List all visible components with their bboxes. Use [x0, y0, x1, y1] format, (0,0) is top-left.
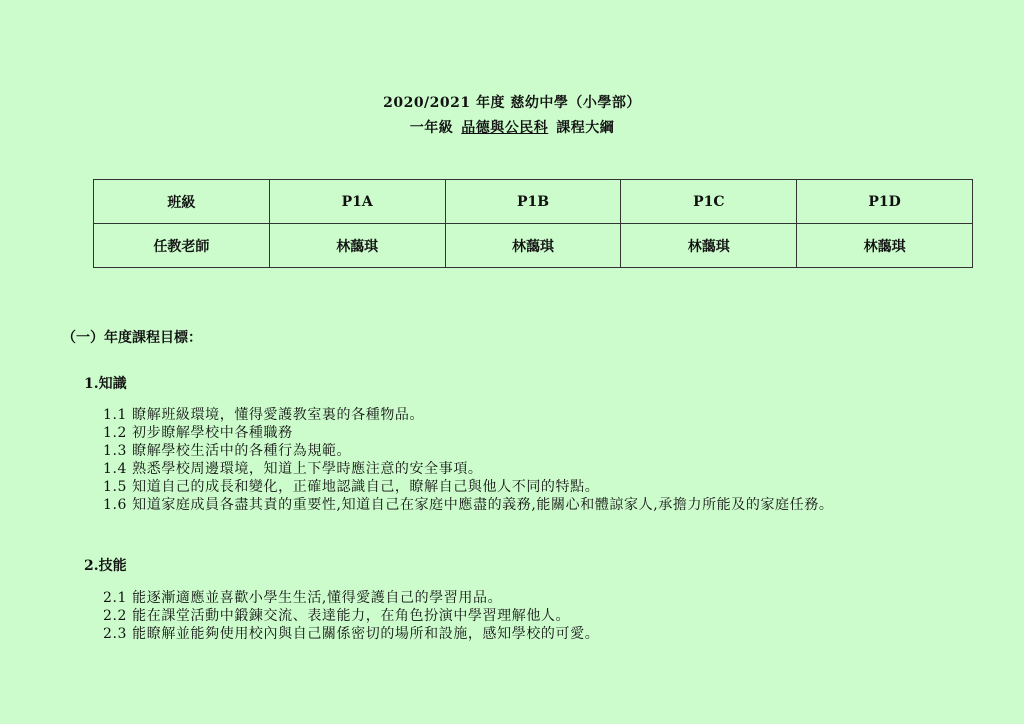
- list-item: 2.1 能逐漸適應並喜歡小學生生活,懂得愛護自己的學習用品。: [103, 590, 503, 606]
- table-cell: P1D: [797, 180, 973, 224]
- table-cell: P1B: [445, 180, 621, 224]
- grade-label: 一年級: [409, 120, 454, 136]
- document-subtitle: [0, 117, 1024, 137]
- list-item: 2.3 能瞭解並能夠使用校內與自己關係密切的場所和設施，感知學校的可愛。: [103, 626, 600, 642]
- table-cell: 林藹琪: [269, 224, 445, 268]
- list-item: 2.2 能在課堂活動中鍛鍊交流、表達能力，在角色扮演中學習理解他人。: [103, 608, 571, 624]
- list-item: 1.4 熟悉學校周邊環境，知道上下學時應注意的安全事項。: [103, 461, 483, 477]
- list-item: 1.5 知道自己的成長和變化，正確地認識自己，瞭解自己與他人不同的特點。: [103, 479, 600, 495]
- skills-list: [103, 589, 599, 643]
- subheading-skills: 2.技能: [84, 558, 127, 574]
- outline-label: 課程大綱: [556, 120, 615, 136]
- table-cell: 班級: [94, 180, 270, 224]
- table-row-classes: [94, 180, 973, 224]
- section-heading-annual-goals: （一）年度課程目標：: [62, 330, 202, 346]
- knowledge-list: [103, 406, 833, 514]
- table-cell: 任教老師: [94, 224, 270, 268]
- table-cell: 林藹琪: [445, 224, 621, 268]
- table-cell: P1C: [621, 180, 797, 224]
- list-item: 1.2 初步瞭解學校中各種職務: [103, 425, 293, 441]
- list-item: 1.3 瞭解學校生活中的各種行為規範。: [103, 443, 352, 459]
- table-cell: 林藹琪: [621, 224, 797, 268]
- table-row-teachers: [94, 224, 973, 268]
- subheading-knowledge: 1.知識: [84, 376, 127, 392]
- document-title: 2020/2021 年度 慈幼中學（小學部）: [383, 95, 641, 111]
- class-teacher-table: [93, 179, 973, 268]
- list-item: 1.1 瞭解班級環境，懂得愛護教室裏的各種物品。: [103, 407, 425, 423]
- table-cell: P1A: [269, 180, 445, 224]
- subject-label: 品德與公民科: [461, 120, 549, 136]
- list-item: 1.6 知道家庭成員各盡其責的重要性,知道自己在家庭中應盡的義務,能關心和體諒家人,承擔力所能及的家庭任務。: [103, 497, 834, 513]
- table-cell: 林藹琪: [797, 224, 973, 268]
